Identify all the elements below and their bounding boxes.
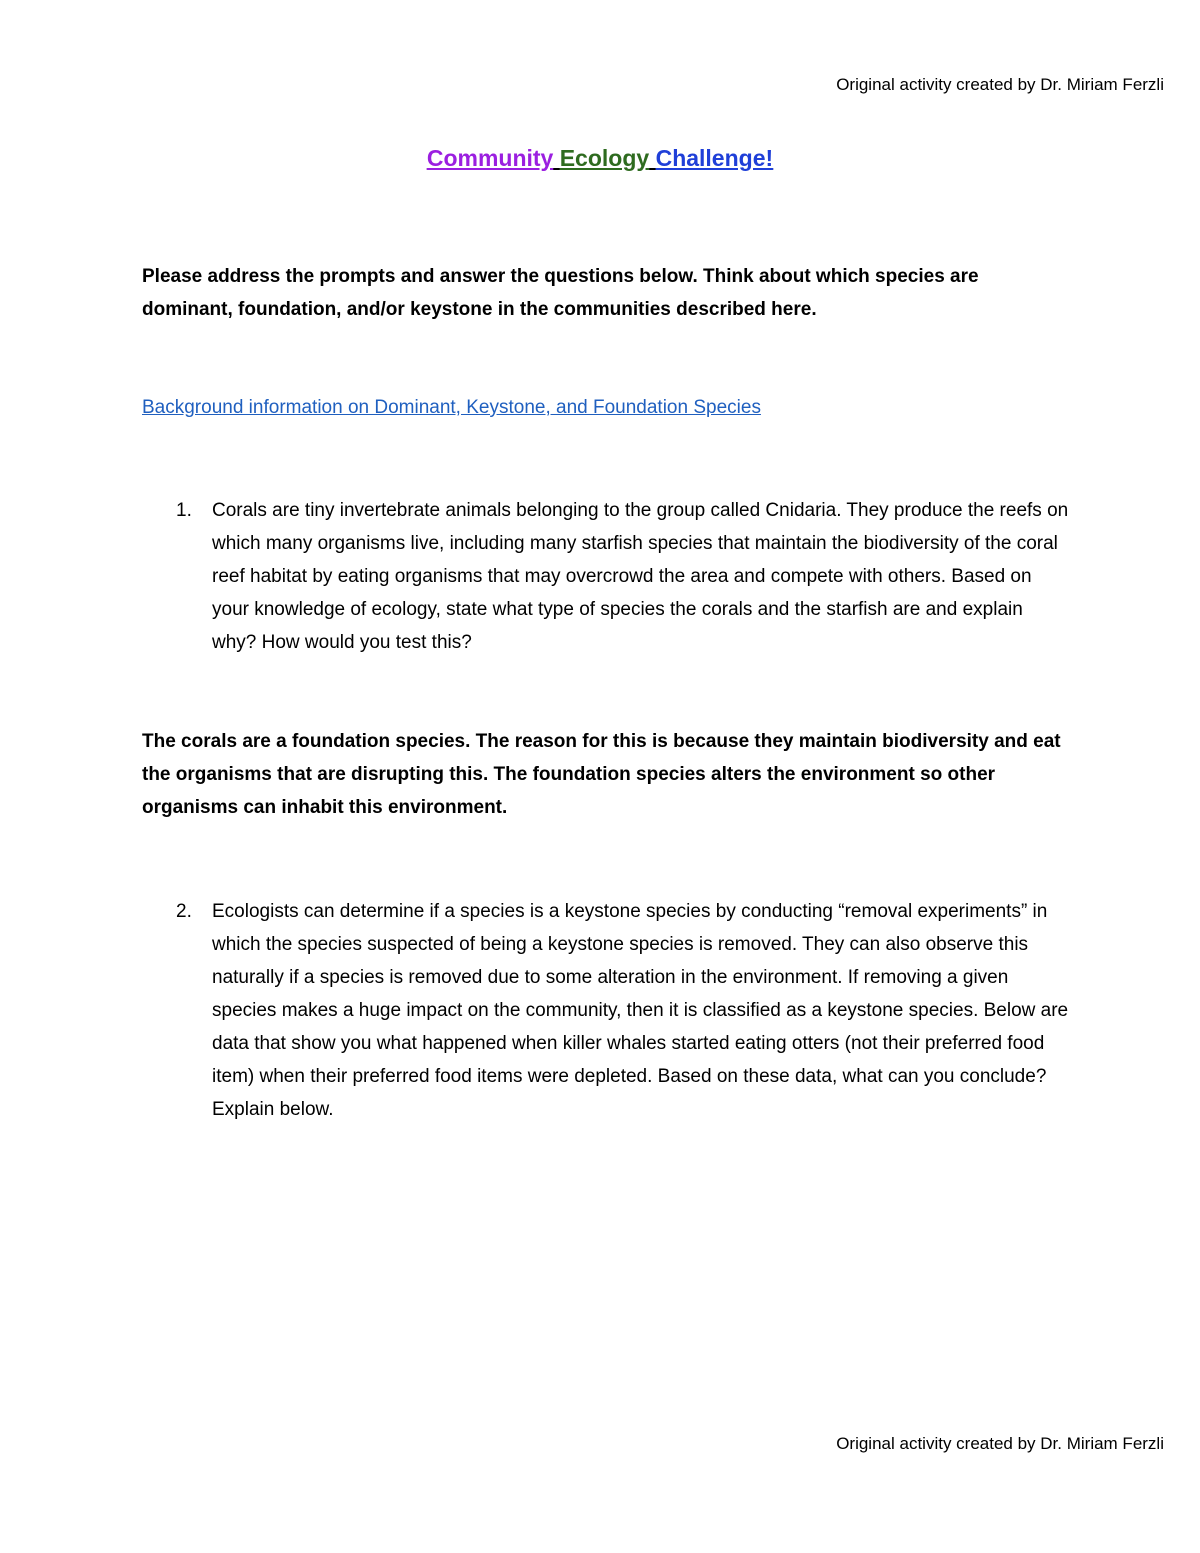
answer-1: The corals are a foundation species. The reason for this is because they maintain biodiversity and eat the organisms that are disrupting this. The foundation species alters the environment so other organisms can inhabit this environment. — [142, 731, 1061, 818]
question-text: Ecologists can determine if a species is a keystone species by conducting “removal experiments” in which the species suspected of being a keystone species is removed. They can also observe this naturally if a species is removed due to some alteration in the environment. If removing a given species makes a huge impact on the community, then it is classified as a keystone species. Below are data that show you what happened when killer whales started eating otters (not their preferred food item) when their preferred food items were depleted. Based on these data, what can you conclude? Explain below. — [212, 901, 1069, 1120]
title-word-challenge: Challenge! — [655, 145, 774, 171]
title-word-ecology: Ecology — [559, 145, 650, 171]
question-number: 1. — [176, 500, 192, 521]
question-text: Corals are tiny invertebrate animals belonging to the group called Cnidaria. They produce the reefs on which many organisms live, including many starfish species that maintain the biodiversity of the coral reef habitat by eating organisms that may overcrowd the area and compete with others. Based on your knowledge of ecology, state what type of species the corals and the starfish are and explain why? How would you test this? — [212, 500, 1069, 653]
question-number: 2. — [176, 901, 192, 922]
title-word-community: Community — [426, 145, 554, 171]
question-2 — [142, 895, 1072, 1126]
intro-instructions: Please address the prompts and answer the questions below. Think about which species are dominant, foundation, and/or keystone in the communities described here. — [142, 266, 979, 320]
background-info-link[interactable]: Background information on Dominant, Keystone, and Foundation Species — [142, 397, 761, 418]
question-1 — [142, 494, 1072, 659]
footer-credit: Original activity created by Dr. Miriam Ferzli — [836, 1434, 1164, 1453]
page-title — [0, 145, 1200, 172]
header-credit: Original activity created by Dr. Miriam Ferzli — [836, 75, 1164, 94]
